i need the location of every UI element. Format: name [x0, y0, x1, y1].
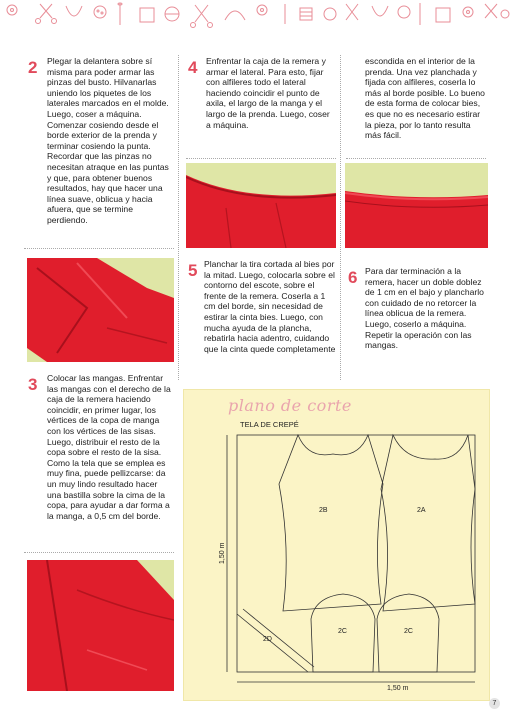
photo-sleeve-red-fabric — [27, 560, 174, 691]
width-dimension-label: 1,50 m — [387, 685, 409, 692]
row-divider — [186, 158, 336, 159]
step-text: Plegar la delantera sobre sí misma para poder armar las pinzas del busto. Hilvanarlas uniendo los piquetes de los laterales marcados en el molde. Luego, coser a máquina. Comenzar cosiendo desde el borde exterior de la prenda y terminar cosiendo la punta. Recordar que las pinzas no necesitan atraque en las puntas y que, para obtener buenos resultados, hay que hacer una línea suave, oblicua y hacia afuera, que se termine perdiendo. — [47, 56, 169, 225]
pattern-piece-2b — [279, 435, 383, 611]
step-number: 2 — [28, 58, 38, 77]
cutting-layout-title: plano de corte — [228, 396, 352, 415]
column-divider-1 — [178, 55, 179, 380]
step-number: 4 — [188, 58, 198, 77]
pattern-piece-label: 2D — [263, 636, 272, 643]
height-dimension-label: 1,50 m — [219, 542, 226, 564]
pattern-piece-label: 2A — [417, 507, 426, 514]
step-number: 6 — [348, 268, 358, 287]
photo-bias-tape-red-fabric — [345, 163, 488, 248]
cutting-layout-diagram — [183, 389, 488, 699]
step-text: Para dar terminación a la remera, hacer un doble doblez de 1 cm en el bajo y plancharlo con cuidado de no retorcer la línea oblicua de la remera. Luego, coserlo a máquina. Repetir la operación con las mangas. — [365, 266, 484, 351]
step-number: 3 — [28, 375, 38, 394]
column-divider-2 — [340, 55, 341, 380]
step-text: Enfrentar la caja de la remera y armar el lateral. Para esto, fijar con alfileres todo el lateral haciendo coincidir el punto de axila, el largo de la manga y el largo de la prenda. Luego, coser a máquina. — [206, 56, 330, 130]
pattern-piece-2d-edge — [237, 614, 308, 672]
photo-side-seam-red-fabric — [186, 163, 336, 248]
page-number: 7 — [489, 698, 500, 709]
sewing-pattern-header — [0, 0, 510, 34]
row-divider — [346, 158, 486, 159]
pattern-piece-label: 2C — [404, 628, 413, 635]
pattern-piece-2a — [381, 435, 475, 611]
step-number: 5 — [188, 261, 198, 280]
fabric-outline — [237, 435, 475, 672]
pattern-piece-2d-edge — [243, 609, 314, 667]
step-text-continuation: escondida en el interior de la prenda. Una vez planchada y fijada con alfileres, coserla lo más al borde posible. Lo bueno de esta forma de colocar bies, es que no es necesario estirar la pieza, por lo tanto resulta más fácil. — [365, 56, 485, 141]
row-divider — [24, 552, 174, 553]
step-text: Planchar la tira cortada al bies por la mitad. Luego, colocarla sobre el contorno del escote, sobre el frente de la remera. Coserla a 1 cm del borde, sin necesidad de estirar la cinta bies. Luego, con mucha ayuda de la plancha, rebatirla hacia adentro, cuidando que la cinta quede completamente — [204, 259, 336, 354]
photo-darts-red-fabric — [27, 258, 174, 362]
row-divider — [24, 248, 174, 249]
step-text: Colocar las mangas. Enfrentar las mangas con el derecho de la caja de la remera haciendo coincidir, en primer lugar, los vértices de la copa de manga con los vértices de las sisas. Luego, distribuir el resto de la copa sobre el resto de la sisa. Como la tela que se emplea es muy fina, puede pellizcarse: da un muy lindo resultado hacer una bastilla sobre la cima de la copa, para ayudar a dar forma a la manga, a 0,5 cm del borde. — [47, 373, 171, 521]
pattern-piece-label: 2B — [319, 507, 328, 514]
sewing-tools-illustration — [0, 0, 510, 34]
fabric-label: TELA DE CREPÉ — [240, 420, 299, 429]
pattern-piece-label: 2C — [338, 628, 347, 635]
